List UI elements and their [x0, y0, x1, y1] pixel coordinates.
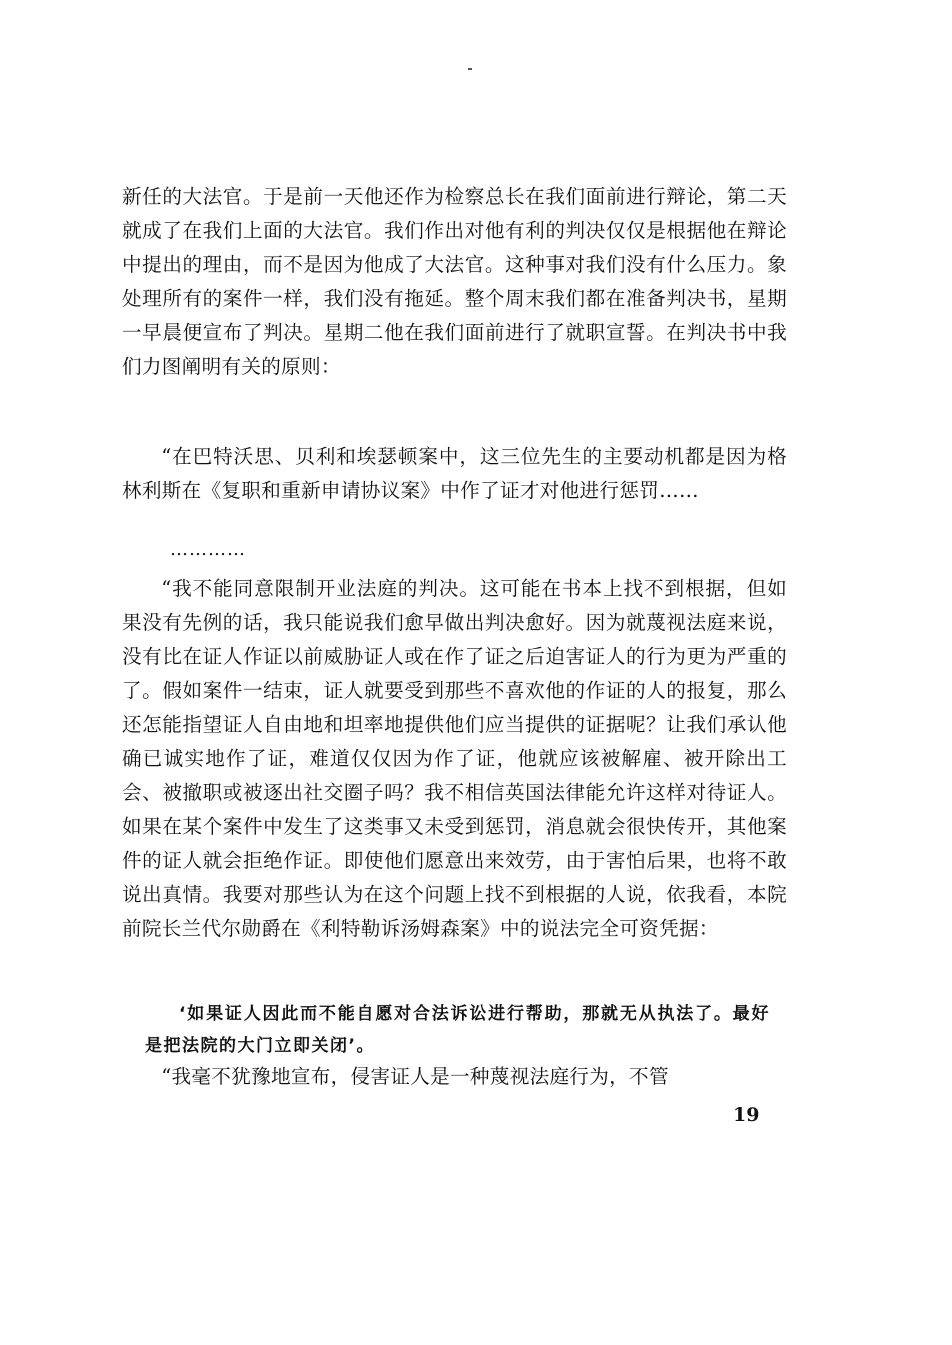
ellipsis-separator: ………… — [170, 539, 246, 560]
block-quote: ‘如果证人因此而不能自愿对合法诉讼进行帮助，那就无从执法了。最好是把法院的大门立即关闭’。 — [145, 1004, 770, 1056]
paragraph-continuation: 新任的大法官。于是前一天他还作为检察总长在我们面前进行辩论，第二天就成了在我们上面的大法官。我们作出对他有利的判决仅仅是根据他在辩论中提出的理由，而不是因为他成了大法官。这种事对我们没有什么压力。象处理所有的案件一样，我们没有拖延。整个周末我们都在准备判决书，星期一早晨便宣布了判决。星期二他在我们面前进行了就职宣誓。在判决书中我们力图阐明有关的原则： — [122, 185, 787, 378]
page-number: 19 — [733, 1104, 760, 1126]
scan-mark — [468, 68, 472, 70]
paragraph-judgment-quote: “我不能同意限制开业法庭的判决。这可能在书本上找不到根据，但如果没有先例的话，我只能说我们愈早做出判决愈好。因为就蔑视法庭来说，没有比在证人作证以前威胁证人或在作了证之后迫害证人的行为更为严重的了。假如案件一结束，证人就要受到那些不喜欢他的作证的人的报复，那么还怎能指望证人自由地和坦率地提供他们应当提供的证据呢？让我们承认他确已诚实地作了证，难道仅仅因为作了证，他就应该被解雇、被开除出工会、被撤职或被逐出社交圈子吗？我不相信英国法律能允许这样对待证人。如果在某个案件中发生了这类事又未受到惩罚，消息就会很快传开，其他案件的证人就会拒绝作证。即使他们愿意出来效劳，由于害怕后果，也将不敢说出真情。我要对那些认为在这个问题上找不到根据的人说，依我看，本院前院长兰代尔勋爵在《利特勒诉汤姆森案》中的说法完全可资凭据： — [122, 577, 787, 940]
paragraph-final: “我毫不犹豫地宣布，侵害证人是一种蔑视法庭行为，不管 — [161, 1065, 669, 1088]
paragraph-quote-opening: “在巴特沃思、贝利和埃瑟顿案中，这三位先生的主要动机都是因为格林利斯在《复职和重新申请协议案》中作了证才对他进行惩罚…… — [122, 445, 787, 502]
